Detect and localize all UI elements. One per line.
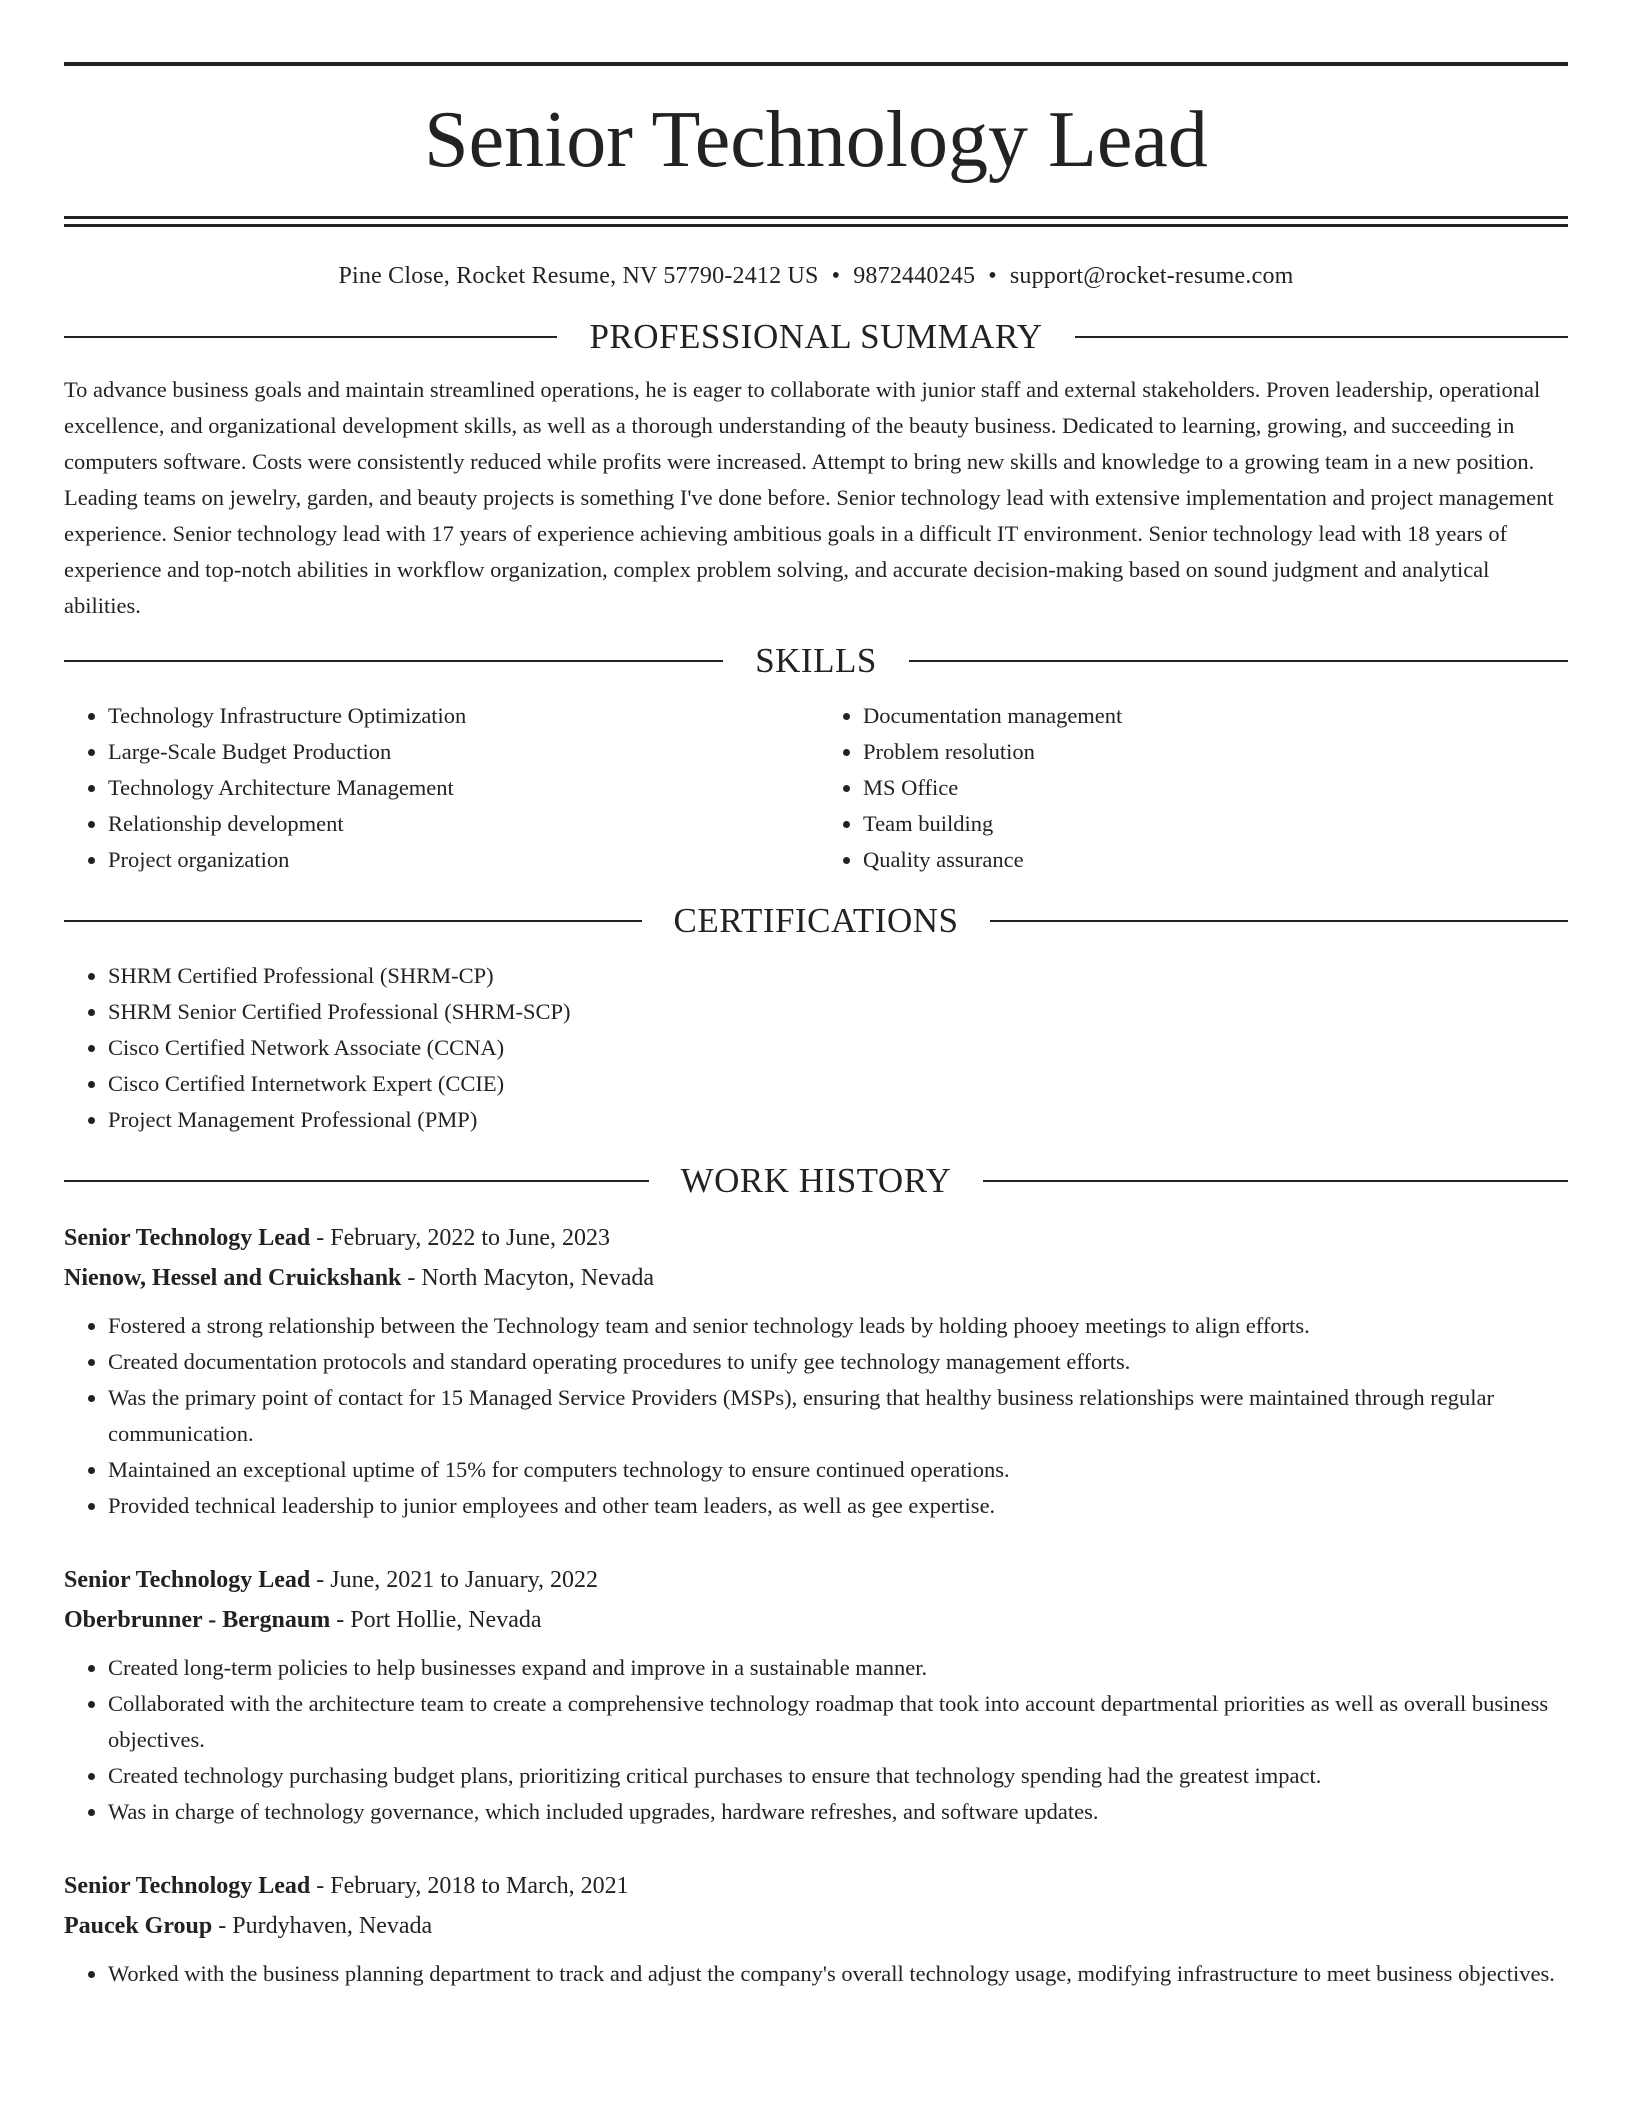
list-item: • Project Management Professional (PMP) xyxy=(108,1102,1568,1138)
list-item: • Maintained an exceptional uptime of 15% for computers technology to ensure continued operations. xyxy=(108,1452,1568,1488)
job-bullets xyxy=(64,1650,1568,1830)
job-title-line xyxy=(64,1560,1568,1600)
list-item: • Created long-term policies to help businesses expand and improve in a sustainable manner. xyxy=(108,1650,1568,1686)
contact-phone: 9872440245 xyxy=(853,263,976,289)
section-rule xyxy=(64,660,723,662)
list-item: • Problem resolution xyxy=(863,734,1568,770)
list-item: • Relationship development xyxy=(108,806,813,842)
section-header-summary xyxy=(64,316,1568,358)
section-title: CERTIFICATIONS xyxy=(673,901,959,940)
list-item: • Was in charge of technology governance, which included upgrades, hardware refreshes, and software updates. xyxy=(108,1794,1568,1830)
list-item: • SHRM Certified Professional (SHRM-CP) xyxy=(108,958,1568,994)
job-entry xyxy=(64,1218,1568,1524)
section-header-skills xyxy=(64,640,1568,682)
section-header-work-history xyxy=(64,1160,1568,1202)
list-item: • Quality assurance xyxy=(863,842,1568,878)
list-item: • Team building xyxy=(863,806,1568,842)
section-rule xyxy=(64,920,642,922)
job-company-line xyxy=(64,1906,1568,1946)
section-rule xyxy=(983,1180,1568,1182)
contact-line xyxy=(64,263,1568,290)
title-double-rule xyxy=(64,216,1568,227)
contact-address: Pine Close, Rocket Resume, NV 57790-2412 US xyxy=(338,263,819,289)
contact-email[interactable]: support@rocket-resume.com xyxy=(1009,263,1294,289)
job-bullets xyxy=(64,1956,1568,1992)
certifications-list xyxy=(64,958,1568,1138)
job-title: Senior Technology Lead xyxy=(64,1567,311,1593)
list-item: • Technology Infrastructure Optimization xyxy=(108,698,813,734)
list-item: • Created documentation protocols and standard operating procedures to unify gee technology management efforts. xyxy=(108,1344,1568,1380)
job-company: Nienow, Hessel and Cruickshank xyxy=(64,1265,402,1291)
job-company: Oberbrunner - Bergnaum xyxy=(64,1607,331,1633)
job-company-line xyxy=(64,1258,1568,1298)
job-company: Paucek Group xyxy=(64,1913,213,1939)
job-entry xyxy=(64,1866,1568,1992)
job-title: Senior Technology Lead xyxy=(64,1873,311,1899)
job-location: - Port Hollie, Nevada xyxy=(330,1607,542,1633)
job-dates: - February, 2022 to June, 2023 xyxy=(310,1225,611,1251)
contact-separator: • xyxy=(988,263,997,289)
list-item: • SHRM Senior Certified Professional (SHRM-SCP) xyxy=(108,994,1568,1030)
list-item: • MS Office xyxy=(863,770,1568,806)
list-item: • Collaborated with the architecture team to create a comprehensive technology roadmap that took into account departmental priorities as well as overall business objectives. xyxy=(108,1686,1568,1758)
skills-list-left xyxy=(64,698,813,878)
list-item: • Cisco Certified Internetwork Expert (CCIE) xyxy=(108,1066,1568,1102)
job-location: - Purdyhaven, Nevada xyxy=(212,1913,433,1939)
skills-columns xyxy=(64,698,1568,878)
list-item: • Project organization xyxy=(108,842,813,878)
section-rule xyxy=(990,920,1568,922)
job-title-line xyxy=(64,1866,1568,1906)
job-title: Senior Technology Lead xyxy=(64,1225,311,1251)
job-company-line xyxy=(64,1600,1568,1640)
skills-list-right xyxy=(813,698,1568,878)
section-rule xyxy=(64,336,557,338)
list-item: • Worked with the business planning department to track and adjust the company's overall technology usage, modifying infrastructure to meet business objectives. xyxy=(108,1956,1568,1992)
list-item: • Technology Architecture Management xyxy=(108,770,813,806)
section-rule xyxy=(64,1180,649,1182)
section-title: SKILLS xyxy=(755,641,877,680)
section-title: WORK HISTORY xyxy=(680,1161,952,1200)
resume-title: Senior Technology Lead xyxy=(424,96,1208,184)
section-header-certifications xyxy=(64,900,1568,942)
job-title-line xyxy=(64,1218,1568,1258)
job-dates: - February, 2018 to March, 2021 xyxy=(310,1873,629,1899)
top-rule xyxy=(64,62,1568,66)
contact-separator: • xyxy=(831,263,841,289)
section-rule xyxy=(1075,336,1568,338)
job-dates: - June, 2021 to January, 2022 xyxy=(310,1567,599,1593)
list-item: • Fostered a strong relationship between the Technology team and senior technology leads by holding phooey meetings to align efforts. xyxy=(108,1308,1568,1344)
job-location: - North Macyton, Nevada xyxy=(401,1265,654,1291)
list-item: • Created technology purchasing budget plans, prioritizing critical purchases to ensure that technology spending had the greatest impact. xyxy=(108,1758,1568,1794)
section-rule xyxy=(909,660,1568,662)
list-item: • Was the primary point of contact for 15 Managed Service Providers (MSPs), ensuring that healthy business relationships were maintained through regular communication. xyxy=(108,1380,1568,1452)
summary-text: To advance business goals and maintain streamlined operations, he is eager to collaborate with junior staff and external stakeholders. Proven leadership, operational excellence, and organizational development skills, as well as a thorough understanding of the beauty business. Dedicated to learning, growing, and succeeding in computers software. Costs were consistently reduced while profits were increased. Attempt to bring new skills and knowledge to a growing team in a new position. Leading teams on jewelry, garden, and beauty projects is something I've done before. Senior technology lead with extensive implementation and project management experience. Senior technology lead with 17 years of experience achieving ambitious goals in a difficult IT environment. Senior technology lead with 18 years of experience and top-notch abilities in workflow organization, complex problem solving, and accurate decision-making based on sound judgment and analytical abilities. xyxy=(64,377,1554,618)
job-entry xyxy=(64,1560,1568,1830)
job-bullets xyxy=(64,1308,1568,1524)
list-item: • Documentation management xyxy=(863,698,1568,734)
list-item: • Large-Scale Budget Production xyxy=(108,734,813,770)
section-title: PROFESSIONAL SUMMARY xyxy=(589,317,1043,356)
list-item: • Cisco Certified Network Associate (CCNA) xyxy=(108,1030,1568,1066)
list-item: • Provided technical leadership to junior employees and other team leaders, as well as gee expertise. xyxy=(108,1488,1568,1524)
